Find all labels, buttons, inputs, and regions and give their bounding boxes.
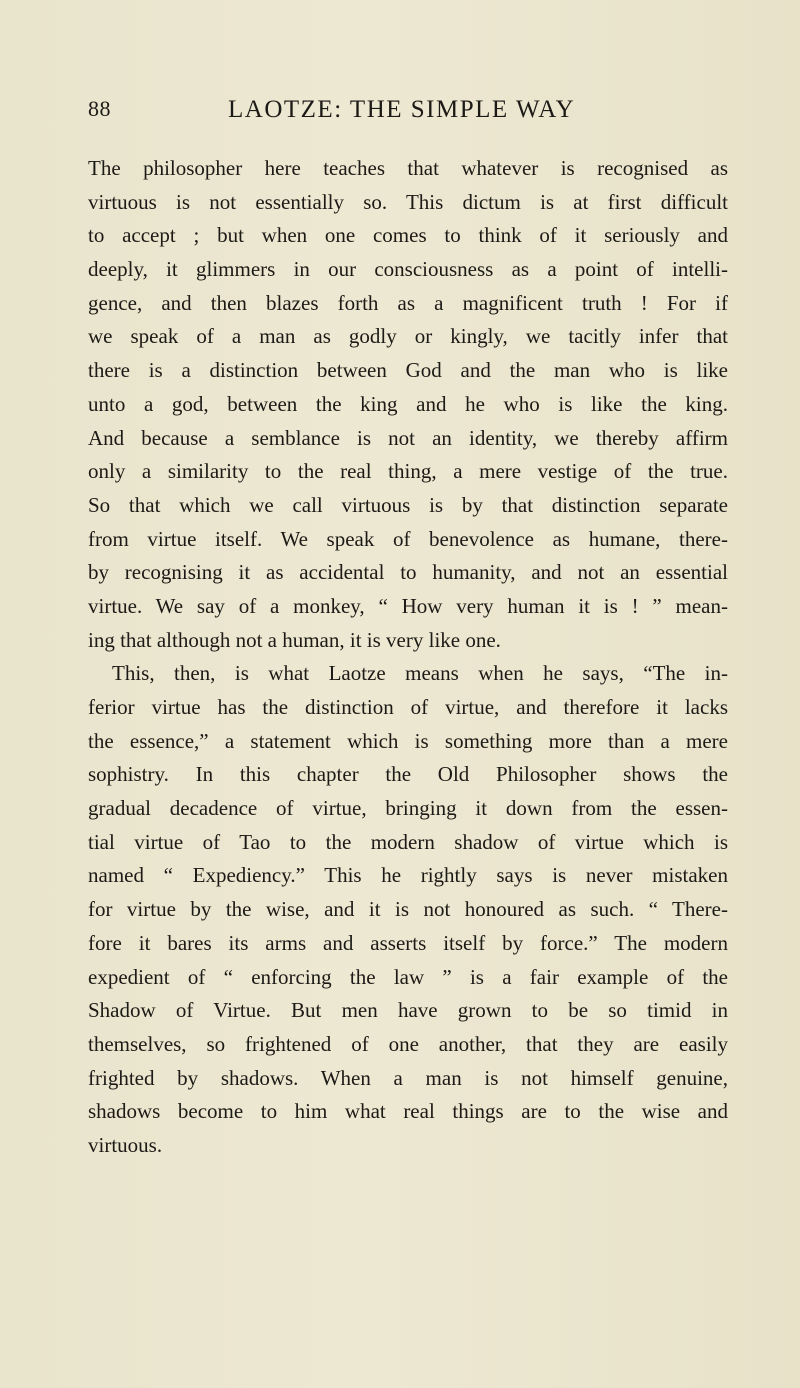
text-line: This, then, is what Laotze means when he says, “The in-	[112, 661, 728, 686]
text-line: virtuous.	[88, 1132, 163, 1157]
body-text	[88, 152, 728, 1163]
text-line: only a similarity to the real thing, a mere vestige of the true.	[88, 459, 728, 484]
text-line: gradual decadence of virtue, bringing it down from the essen-	[88, 796, 728, 821]
page-header	[88, 96, 728, 136]
text-line: tial virtue of Tao to the modern shadow of virtue which is	[88, 829, 728, 854]
text-line: virtuous is not essentially so. This dictum is at first difficult	[88, 189, 728, 214]
text-line: there is a distinction between God and the man who is like	[88, 358, 728, 383]
text-line: shadows become to him what real things are to the wise and	[88, 1099, 728, 1124]
text-line: themselves, so frightened of one another, that they are easily	[88, 1031, 728, 1056]
text-line: unto a god, between the king and he who is like the king.	[88, 391, 728, 416]
page-number: 88	[88, 96, 111, 121]
text-line: ing that although not a human, it is very like one.	[88, 627, 501, 652]
text-line: ferior virtue has the distinction of virtue, and therefore it lacks	[88, 695, 728, 719]
running-head: LAOTZE: THE SIMPLE WAY	[228, 96, 576, 123]
text-line: to accept ; but when one comes to think of it seriously and	[88, 223, 728, 248]
text-line: sophistry. In this chapter the Old Philosopher shows the	[88, 762, 728, 787]
text-line: And because a semblance is not an identity, we thereby affirm	[88, 425, 728, 450]
text-line: So that which we call virtuous is by that distinction separate	[88, 492, 728, 517]
text-line: Shadow of Virtue. But men have grown to be so timid in	[88, 998, 728, 1023]
text-line: named “ Expediency.” This he rightly says is never mistaken	[88, 863, 728, 888]
text-line: fore it bares its arms and asserts itself by force.” The modern	[88, 930, 728, 955]
text-line: expedient of “ enforcing the law ” is a fair example of the	[88, 964, 728, 989]
text-line: by recognising it as accidental to humanity, and not an essential	[88, 560, 728, 585]
text-line: frighted by shadows. When a man is not himself genuine,	[88, 1065, 728, 1090]
text-line: from virtue itself. We speak of benevolence as humane, there-	[88, 526, 728, 551]
text-line: gence, and then blazes forth as a magnificent truth ! For if	[88, 290, 728, 315]
text-line: the essence,” a statement which is something more than a mere	[88, 728, 728, 753]
text-line: we speak of a man as godly or kingly, we tacitly infer that	[88, 324, 728, 349]
text-line: virtue. We say of a monkey, “ How very human it is ! ” mean-	[88, 593, 728, 618]
text-line: deeply, it glimmers in our consciousness as a point of intelli-	[88, 257, 728, 282]
text-line: for virtue by the wise, and it is not honoured as such. “ There-	[88, 897, 728, 922]
text-line: The philosopher here teaches that whatever is recognised as	[88, 156, 728, 180]
